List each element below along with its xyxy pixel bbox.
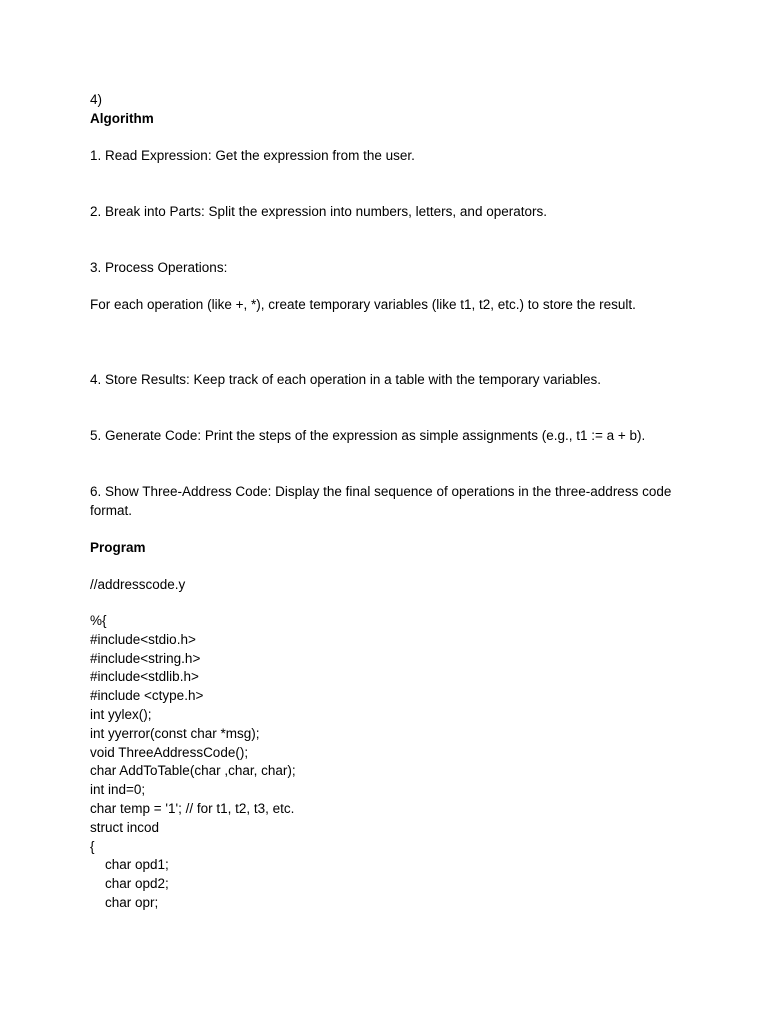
program-heading: Program [90, 540, 146, 555]
algorithm-step-3-detail: For each operation (like +, *), create temporary variables (like t1, t2, etc.) to store the result. [90, 297, 636, 312]
code-line: char AddToTable(char ,char, char); [90, 763, 296, 779]
code-line: void ThreeAddressCode(); [90, 744, 249, 760]
algorithm-heading: Algorithm [90, 111, 154, 126]
code-line: char opr; [105, 894, 159, 910]
code-line: struct incod [90, 819, 160, 835]
algorithm-step-4: 4. Store Results: Keep track of each operation in a table with the temporary variables. [90, 372, 602, 387]
algorithm-step-3: 3. Process Operations: [90, 260, 228, 275]
code-line: #include <ctype.h> [90, 688, 204, 704]
code-line: int yylex(); [90, 706, 152, 722]
code-block [90, 612, 690, 913]
code-line: #include<stdlib.h> [90, 669, 199, 685]
code-line: char temp = '1'; // for t1, t2, t3, etc. [90, 800, 295, 816]
code-line: { [90, 838, 95, 854]
algorithm-step-5: 5. Generate Code: Print the steps of the expression as simple assignments (e.g., t1 := a + b). [90, 428, 646, 443]
code-line: #include<string.h> [90, 650, 201, 666]
code-line: char opd1; [105, 857, 169, 873]
section-number: 4) [90, 92, 103, 107]
code-line: int ind=0; [90, 782, 146, 798]
program-filename: //addresscode.y [90, 577, 186, 592]
algorithm-step-6: 6. Show Three-Address Code: Display the final sequence of operations in the three-address code format. [90, 484, 672, 518]
code-line: #include<stdio.h> [90, 631, 196, 647]
code-line: char opd2; [105, 876, 169, 892]
algorithm-step-2: 2. Break into Parts: Split the expression into numbers, letters, and operators. [90, 204, 547, 219]
code-line: %{ [90, 613, 107, 628]
document-page [90, 90, 690, 913]
code-line: int yyerror(const char *msg); [90, 725, 260, 741]
algorithm-step-1: 1. Read Expression: Get the expression from the user. [90, 148, 415, 163]
